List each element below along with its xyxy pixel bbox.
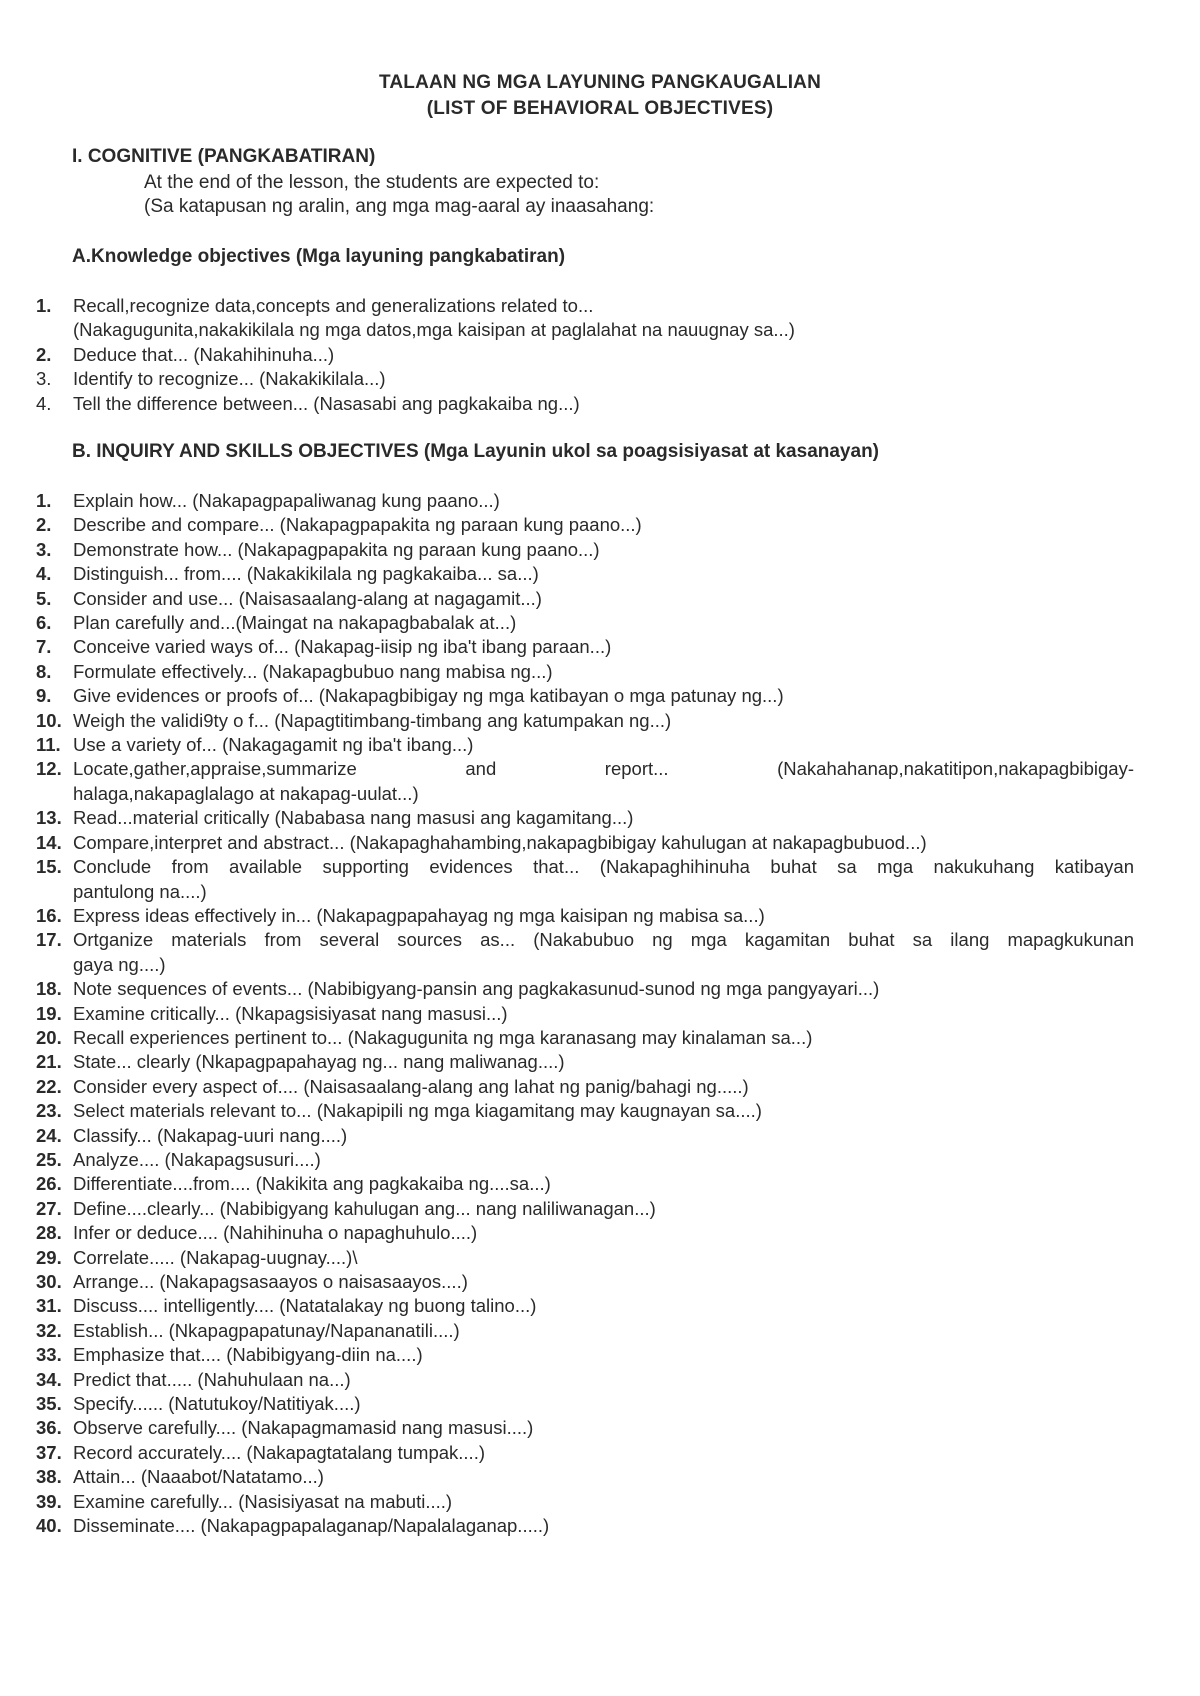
list-item-text: Ortganize materials from several sources as... (Nakabubuo ng mga kagamitan buhat sa ilang mapagkukunan (73, 929, 1134, 951)
list-item-continuation: pantulong na....) (73, 880, 207, 902)
list-item-number: 3. (36, 538, 52, 560)
list-item (36, 392, 1134, 416)
document-title: TALAAN NG MGA LAYUNING PANGKAUGALIAN (378, 72, 822, 93)
list-item (36, 635, 1134, 659)
list-item (36, 1197, 1134, 1221)
list-item-text: State... clearly (Nkapagpapahayag ng... nang maliwanag....) (73, 1051, 565, 1073)
list-item-text: Correlate..... (Nakapag-uugnay....)\ (73, 1246, 358, 1268)
list-item-text: Infer or deduce.... (Nahihinuha o napaghuhulo....) (73, 1222, 478, 1244)
list-item-text: Predict that..... (Nahuhulaan na...) (73, 1368, 351, 1390)
list-item-number: 21. (36, 1051, 62, 1073)
list-item (36, 1368, 1134, 1392)
list-item-number: 16. (36, 904, 62, 926)
list-item-number: 26. (36, 1173, 62, 1195)
list-item-number: 17. (36, 929, 62, 951)
list-item-text: Identify to recognize... (Nakakikilala...) (73, 368, 386, 390)
list-item-text: Plan carefully and...(Maingat na nakapagbabalak at...) (73, 612, 517, 634)
list-item (36, 538, 1134, 562)
list-item-number: 4. (36, 563, 52, 585)
list-item (36, 660, 1134, 684)
list-item-number: 19. (36, 1002, 62, 1024)
list-item-text: Attain... (Naaabot/Natatamo...) (73, 1466, 324, 1488)
intro-english: At the end of the lesson, the students are expected to: (144, 172, 600, 193)
list-item (36, 831, 1134, 855)
list-item (36, 1026, 1134, 1050)
list-item-text: Locate,gather,appraise,summarize and report... (Nakahahanap,nakatitipon,nakapagbibigay- (73, 758, 1134, 780)
list-item-text: Tell the difference between... (Nasasabi ang pagkakaiba ng...) (73, 392, 580, 414)
list-item (36, 1441, 1134, 1465)
list-item-text: Formulate effectively... (Nakapagbubuo nang mabisa ng...) (73, 660, 553, 682)
list-item-text: Recall experiences pertinent to... (Nakagugunita ng mga karanasang may kinalaman sa...) (73, 1026, 813, 1048)
list-item-text: Differentiate....from.... (Nakikita ang pagkakaiba ng....sa...) (73, 1173, 551, 1195)
list-item-continuation: halaga,nakapaglalago at nakapag-uulat...) (73, 782, 419, 804)
list-item (36, 489, 1134, 513)
list-item-number: 25. (36, 1148, 62, 1170)
list-item-number: 22. (36, 1075, 62, 1097)
list-item-number: 2. (36, 514, 52, 536)
list-item-number: 8. (36, 660, 52, 682)
list-item (36, 1270, 1134, 1294)
list-item-text: Give evidences or proofs of... (Nakapagbibigay ng mga katibayan o mga patunay ng...) (73, 685, 784, 707)
list-item-text: Deduce that... (Nakahihinuha...) (73, 343, 335, 365)
list-item (36, 1392, 1134, 1416)
list-item-number: 12. (36, 758, 62, 780)
list-item-text: Weigh the validi9ty o f... (Napagtitimbang-timbang ang katumpakan ng...) (73, 709, 672, 731)
list-item-number: 1. (36, 490, 52, 511)
list-item (36, 855, 1134, 879)
list-item (36, 1124, 1134, 1148)
list-item-number: 40. (36, 1515, 62, 1537)
list-item-number: 20. (36, 1026, 62, 1048)
list-item (36, 343, 1134, 367)
section-heading-cognitive: I. COGNITIVE (PANGKABATIRAN) (72, 146, 376, 167)
list-item (36, 1416, 1134, 1440)
list-item (36, 757, 1134, 781)
list-item (36, 1172, 1134, 1196)
list-item-number: 23. (36, 1100, 62, 1122)
intro-tagalog: (Sa katapusan ng aralin, ang mga mag-aaral ay inaasahang: (144, 196, 655, 217)
list-item (36, 367, 1134, 391)
list-item (36, 1514, 1134, 1538)
list-item-text: Classify... (Nakapag-uuri nang....) (73, 1124, 348, 1146)
list-item (36, 1221, 1134, 1245)
list-item-text: Distinguish... from.... (Nakakikilala ng pagkakaiba... sa...) (73, 563, 539, 585)
list-item-text: Observe carefully.... (Nakapagmamasid nang masusi....) (73, 1417, 534, 1439)
list-item-number: 15. (36, 856, 62, 878)
list-item-number: 31. (36, 1295, 62, 1317)
list-item (36, 294, 1134, 318)
list-item-number: 35. (36, 1393, 62, 1415)
list-item (36, 611, 1134, 635)
list-item-number: 7. (36, 636, 52, 658)
list-item-text: Define....clearly... (Nabibigyang kahulugan ang... nang naliliwanagan...) (73, 1197, 656, 1219)
list-item-text: Select materials relevant to... (Nakapipili ng mga kiagamitang may kaugnayan sa....) (73, 1100, 762, 1122)
list-item (36, 1490, 1134, 1514)
list-item (36, 904, 1134, 928)
list-item-number: 37. (36, 1441, 62, 1463)
list-item-continuation: (Nakagugunita,nakakikilala ng mga datos,mga kaisipan at paglalahat na nauugnay sa...) (73, 319, 795, 341)
list-item-text: Examine critically... (Nkapagsisiyasat nang masusi...) (73, 1002, 508, 1024)
list-item (36, 1319, 1134, 1343)
list-item-text: Emphasize that.... (Nabibigyang-diin na....) (73, 1344, 423, 1366)
subsection-heading-inquiry-skills: B. INQUIRY AND SKILLS OBJECTIVES (Mga Layunin ukol sa poagsisiyasat at kasanayan) (72, 441, 879, 462)
list-item-number: 24. (36, 1124, 62, 1146)
list-item-text: Establish... (Nkapagpapatunay/Napananatili....) (73, 1319, 460, 1341)
list-item-number: 32. (36, 1319, 62, 1341)
list-item-text: Use a variety of... (Nakagagamit ng iba't ibang...) (73, 734, 474, 756)
list-item-text: Specify...... (Natutukoy/Natitiyak....) (73, 1393, 361, 1415)
list-item (36, 928, 1134, 952)
list-item (36, 1465, 1134, 1489)
list-item-number: 34. (36, 1368, 62, 1390)
list-item (36, 977, 1134, 1001)
list-item-text: Examine carefully... (Nasisiyasat na mabuti....) (73, 1490, 453, 1512)
list-item-text: Analyze.... (Nakapagsusuri....) (73, 1148, 321, 1170)
list-item-number: 5. (36, 587, 52, 609)
list-item-number: 36. (36, 1417, 62, 1439)
list-item (36, 806, 1134, 830)
knowledge-objectives-list (36, 294, 1134, 416)
list-item-text: Read...material critically (Nababasa nang masusi ang kagamitang...) (73, 807, 634, 829)
list-item-number: 27. (36, 1197, 62, 1219)
list-item-text: Compare,interpret and abstract... (Nakapaghahambing,nakapagbibigay kahulugan at nakapagbubuod...) (73, 831, 927, 853)
list-item-number: 4. (36, 392, 52, 414)
list-item-text: Express ideas effectively in... (Nakapagpapahayag ng mga kaisipan ng mabisa sa...) (73, 904, 765, 926)
list-item (36, 1099, 1134, 1123)
list-item-number: 13. (36, 807, 62, 829)
list-item-text: Conclude from available supporting evidences that... (Nakapaghihinuha buhat sa mga nakukuhang katibayan (73, 856, 1134, 878)
list-item-number: 18. (36, 978, 62, 1000)
list-item-text: Disseminate.... (Nakapagpapalaganap/Napalalaganap.....) (73, 1515, 550, 1537)
list-item-text: Consider every aspect of.... (Naisasaalang-alang ang lahat ng panig/bahagi ng.....) (73, 1075, 749, 1097)
list-item-text: Note sequences of events... (Nabibigyang-pansin ang pagkakasunud-sunod ng mga pangyayari...) (73, 978, 880, 1000)
list-item (36, 1075, 1134, 1099)
list-item-text: Arrange... (Nakapagsasaayos o naisasaayos....) (73, 1271, 468, 1292)
list-item-number: 3. (36, 368, 52, 390)
list-item-number: 33. (36, 1344, 62, 1366)
list-item-text: Consider and use... (Naisasaalang-alang at nagagamit...) (73, 587, 542, 609)
list-item-number: 10. (36, 709, 62, 731)
list-item-text: Recall,recognize data,concepts and generalizations related to... (73, 295, 594, 316)
list-item (36, 562, 1134, 586)
subsection-heading-knowledge: A.Knowledge objectives (Mga layuning pangkabatiran) (72, 246, 566, 267)
list-item (36, 684, 1134, 708)
list-item-number: 9. (36, 685, 52, 707)
document-subtitle: (LIST OF BEHAVIORAL OBJECTIVES) (426, 98, 774, 119)
list-item-text: Demonstrate how... (Nakapagpapakita ng paraan kung paano...) (73, 538, 600, 560)
list-item (36, 709, 1134, 733)
inquiry-skills-objectives-list (36, 489, 1134, 1538)
list-item-number: 39. (36, 1490, 62, 1512)
list-item-number: 14. (36, 831, 62, 853)
list-item-text: Explain how... (Nakapagpapaliwanag kung paano...) (73, 490, 500, 511)
list-item-number: 30. (36, 1271, 62, 1292)
list-item-continuation: gaya ng....) (73, 953, 166, 975)
list-item (36, 1246, 1134, 1270)
list-item-number: 38. (36, 1466, 62, 1488)
list-item (36, 1050, 1134, 1074)
list-item (36, 1002, 1134, 1026)
list-item (36, 587, 1134, 611)
list-item (36, 733, 1134, 757)
list-item (36, 513, 1134, 537)
list-item (36, 1294, 1134, 1318)
list-item-text: Record accurately.... (Nakapagtatalang tumpak....) (73, 1441, 485, 1463)
list-item-number: 2. (36, 343, 52, 365)
list-item (36, 1343, 1134, 1367)
list-item-text: Conceive varied ways of... (Nakapag-iisip ng iba't ibang paraan...) (73, 636, 612, 658)
list-item-number: 28. (36, 1222, 62, 1244)
list-item-number: 29. (36, 1246, 62, 1268)
list-item-number: 1. (36, 295, 52, 316)
list-item-text: Describe and compare... (Nakapagpapakita ng paraan kung paano...) (73, 514, 642, 536)
list-item (36, 1148, 1134, 1172)
list-item-number: 11. (36, 734, 61, 756)
list-item-text: Discuss.... intelligently.... (Natatalakay ng buong talino...) (73, 1295, 537, 1317)
list-item-number: 6. (36, 612, 52, 634)
